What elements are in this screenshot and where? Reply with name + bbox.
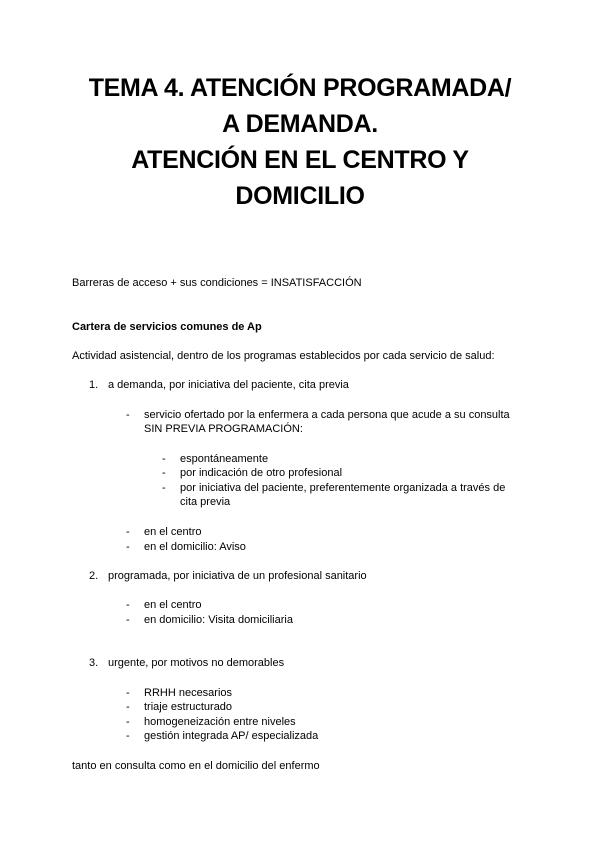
- item-2-place-2: en domicilio: Visita domiciliaria: [144, 614, 293, 626]
- subsub-item-1: espontáneamente: [180, 453, 269, 465]
- subsub-dash-3: -: [162, 482, 166, 494]
- subsub-item-2: por indicación de otro profesional: [180, 467, 343, 479]
- title-line-3: ATENCIÓN EN EL CENTRO Y: [131, 146, 469, 174]
- item-1-number: 1.: [89, 379, 99, 391]
- item-3-point-4: gestión integrada AP/ especializada: [144, 730, 319, 742]
- item-3-point-dash-3: -: [126, 716, 130, 728]
- item-1-sub-line-2: SIN PREVIA PROGRAMACIÓN:: [144, 423, 303, 435]
- title-line-2: A DEMANDA.: [222, 110, 378, 138]
- item-3-text: urgente, por motivos no demorables: [108, 657, 285, 669]
- item-3-point-dash-4: -: [126, 730, 130, 742]
- item-1-text: a demanda, por iniciativa del paciente, cita previa: [108, 379, 349, 391]
- item-2-place-dash-1: -: [126, 599, 130, 611]
- item-3-point-dash-1: -: [126, 687, 130, 699]
- activity-text: Actividad asistencial, dentro de los programas establecidos por cada servicio de salud:: [72, 350, 495, 362]
- item-2-place-dash-2: -: [126, 614, 130, 626]
- item-1-place-2: en el domicilio: Aviso: [144, 541, 246, 553]
- item-3-point-3: homogeneización entre niveles: [144, 716, 296, 728]
- subsub-item-3-cont: cita previa: [180, 496, 231, 508]
- title-line-1: TEMA 4. ATENCIÓN PROGRAMADA/: [88, 74, 512, 102]
- item-2-number: 2.: [89, 570, 99, 582]
- section-heading: Cartera de servicios comunes de Ap: [72, 321, 262, 333]
- item-3-point-2: triaje estructurado: [144, 701, 233, 713]
- item-3-point-1: RRHH necesarios: [144, 687, 233, 699]
- item-2-place-1: en el centro: [144, 599, 202, 611]
- subsub-dash-1: -: [162, 453, 166, 465]
- subsub-dash-2: -: [162, 467, 166, 479]
- item-1-place-dash-2: -: [126, 541, 130, 553]
- item-1-place-dash-1: -: [126, 526, 130, 538]
- item-1-place-1: en el centro: [144, 526, 202, 538]
- title-line-4: DOMICILIO: [235, 182, 365, 210]
- item-3-point-dash-2: -: [126, 701, 130, 713]
- closing-text: tanto en consulta como en el domicilio del enfermo: [72, 760, 320, 772]
- item-3-number: 3.: [89, 657, 99, 669]
- intro-text: Barreras de acceso + sus condiciones = INSATISFACCIÓN: [72, 277, 362, 289]
- item-1-sub-line-1: servicio ofertado por la enfermera a cada persona que acude a su consulta: [144, 409, 510, 421]
- item-2-text: programada, por iniciativa de un profesional sanitario: [108, 570, 367, 582]
- item-1-sub-dash: -: [126, 409, 130, 421]
- page-title: [0, 70, 600, 214]
- subsub-item-3: por iniciativa del paciente, preferentemente organizada a través de: [180, 482, 506, 494]
